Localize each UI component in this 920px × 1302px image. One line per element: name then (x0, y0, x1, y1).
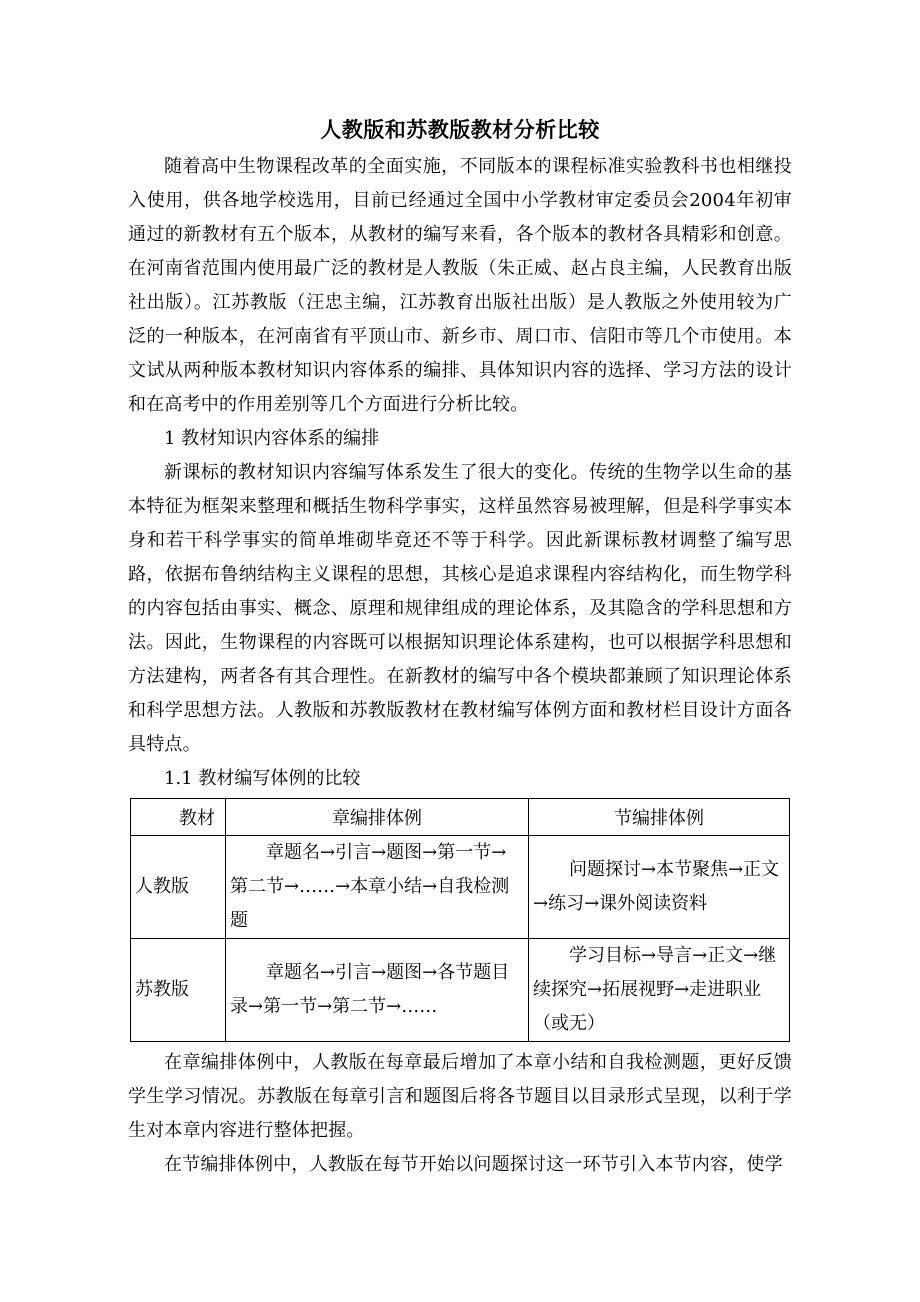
row-chapter-format: 章题名→引言→题图→各节题目录→第一节→第二节→…… (226, 939, 529, 1042)
table-row (131, 939, 790, 1042)
row-section-format: 问题探讨→本节聚焦→正文→练习→课外阅读资料 (529, 836, 790, 939)
header-chapter-format: 章编排体例 (226, 799, 529, 836)
document-page (128, 110, 792, 1182)
table-header-row (131, 799, 790, 836)
comparison-table (130, 798, 790, 1042)
intro-paragraph: 随着高中生物课程改革的全面实施，不同版本的课程标准实验教科书也相继投入使用，供各地学校选用，目前已经通过全国中小学教材审定委员会2004年初审通过的新教材有五个版本，从教材的编写来看，各个版本的教材各具精彩和创意。在河南省范围内使用最广泛的教材是人教版（朱正威、赵占良主编，人民教育出版社出版）。江苏教版（汪忠主编，江苏教育出版社出版）是人教版之外使用较为广泛的一种版本，在河南省有平顶山市、新乡市、周口市、信阳市等几个市使用。本文试从两种版本教材知识内容体系的编排、具体知识内容的选择、学习方法的设计和在高考中的作用差别等几个方面进行分析比较。 (128, 156, 792, 415)
chapter-format-paragraph: 在章编排体例中，人教版在每章最后增加了本章小结和自我检测题，更好反馈学生学习情况。苏教版在每章引言和题图后将各节题目以目录形式呈现，以利于学生对本章内容进行整体把握。 (128, 1052, 792, 1141)
header-section-format: 节编排体例 (529, 799, 790, 836)
document-title: 人教版和苏教版教材分析比较 (320, 117, 600, 142)
row-textbook-name: 苏教版 (131, 939, 226, 1042)
section-1-heading: 1 教材知识内容体系的编排 (164, 428, 380, 449)
row-textbook-name: 人教版 (131, 836, 226, 939)
header-textbook: 教材 (131, 799, 226, 836)
table-row (131, 836, 790, 939)
row-chapter-format: 章题名→引言→题图→第一节→第二节→……→本章小结→自我检测题 (226, 836, 529, 939)
section-1-1-heading: 1.1 教材编写体例的比较 (164, 768, 361, 789)
row-section-format: 学习目标→导言→正文→继续探究→拓展视野→走进职业（或无） (529, 939, 790, 1042)
section-1-paragraph: 新课标的教材知识内容编写体系发生了很大的变化。传统的生物学以生命的基本特征为框架来整理和概括生物科学事实，这样虽然容易被理解，但是科学事实本身和若干科学事实的简单堆砌毕竟还不等于科学。因此新课标教材调整了编写思路，依据布鲁纳结构主义课程的思想，其核心是追求课程内容结构化，而生物学科的内容包括由事实、概念、原理和规律组成的理论体系，及其隐含的学科思想和方法。因此，生物课程的内容既可以根据知识理论体系建构，也可以根据学科思想和方法建构，两者各有其合理性。在新教材的编写中各个模块都兼顾了知识理论体系和科学思想方法。人教版和苏教版教材在教材编写体例方面和教材栏目设计方面各具特点。 (128, 462, 792, 755)
section-format-paragraph: 在节编排体例中，人教版在每节开始以问题探讨这一环节引入本节内容，使学 (164, 1154, 783, 1175)
